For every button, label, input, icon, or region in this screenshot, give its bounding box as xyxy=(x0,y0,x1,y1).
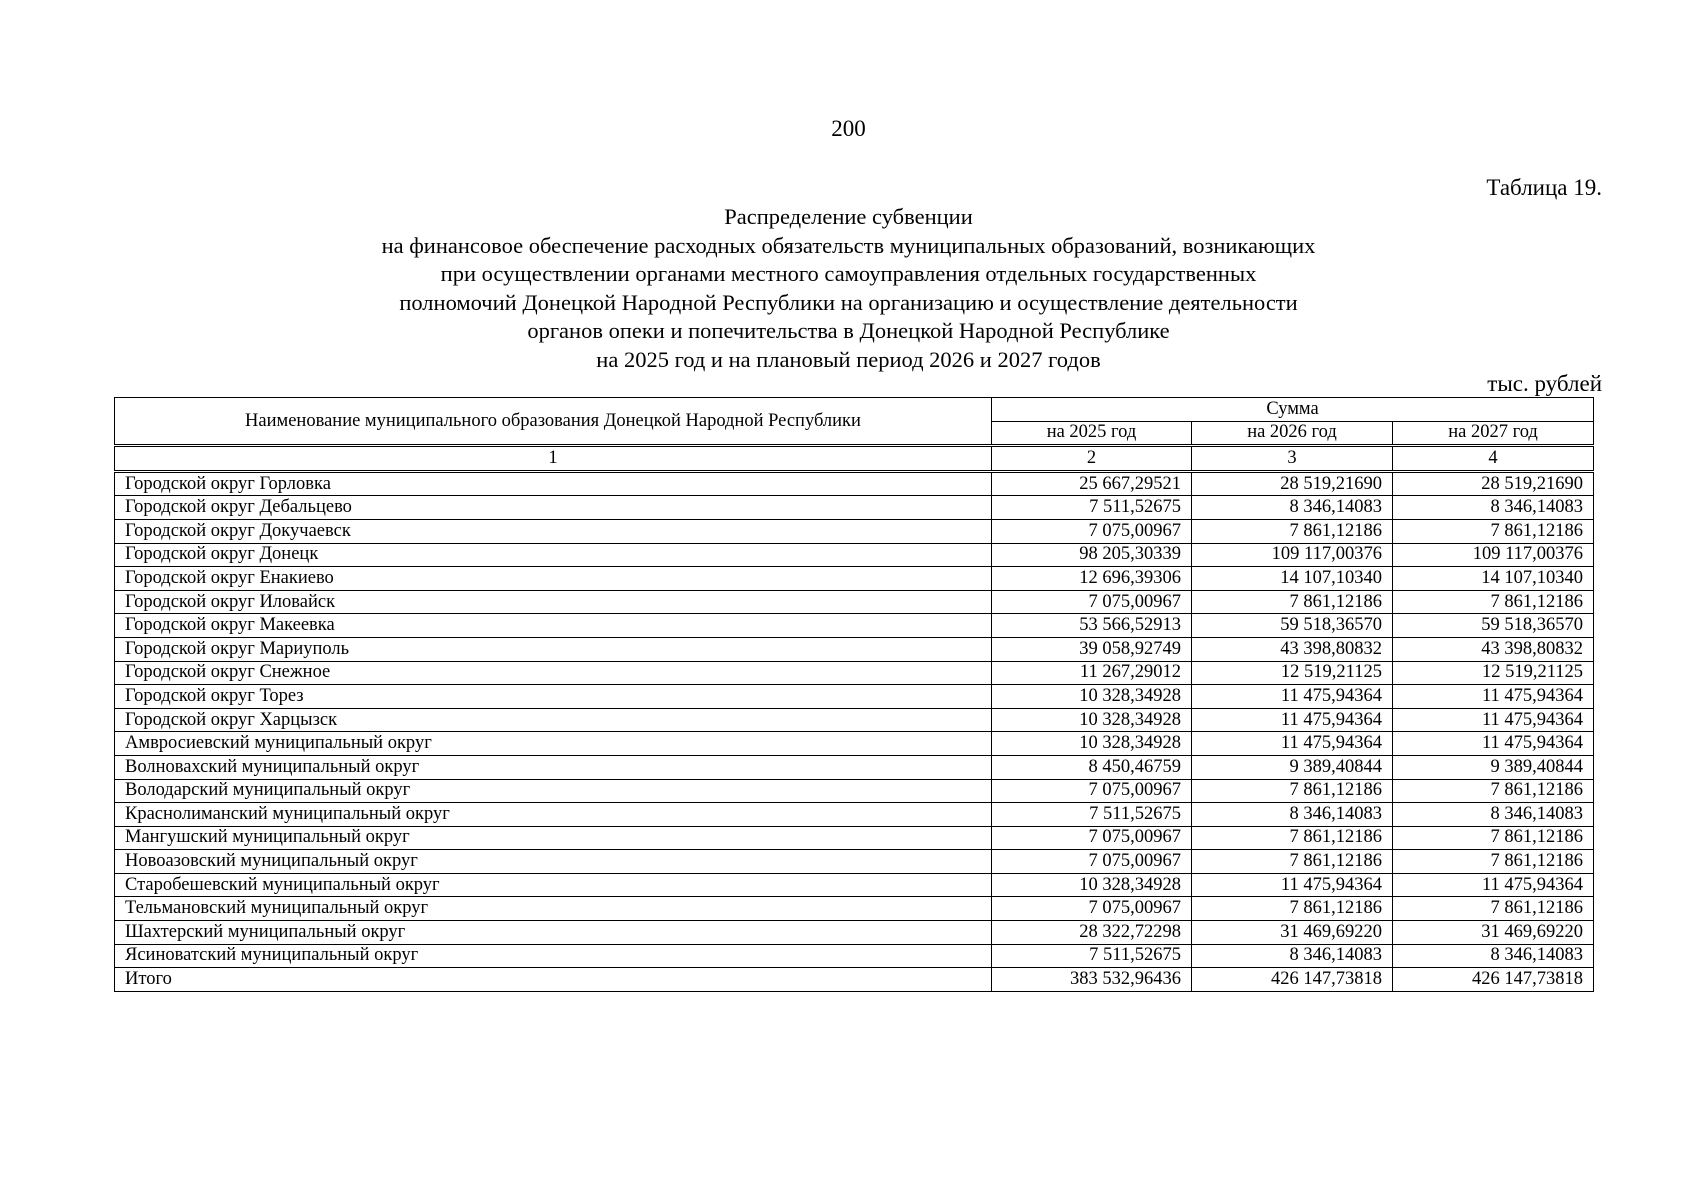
amount-2025: 7 075,00967 xyxy=(992,590,1192,614)
table-row xyxy=(115,614,1594,638)
table-row xyxy=(115,708,1594,732)
table-row xyxy=(115,661,1594,685)
table-row xyxy=(115,732,1594,756)
amount-2027: 7 861,12186 xyxy=(1393,826,1594,850)
total-row xyxy=(115,968,1594,992)
amount-2026: 59 518,36570 xyxy=(1192,614,1393,638)
amount-2026: 12 519,21125 xyxy=(1192,661,1393,685)
table-row xyxy=(115,471,1594,496)
municipality-name: Володарский муниципальный округ xyxy=(115,779,992,803)
sum-column-header: Сумма xyxy=(992,398,1594,422)
amount-2025: 8 450,46759 xyxy=(992,755,1192,779)
amount-2026: 7 861,12186 xyxy=(1192,897,1393,921)
amount-2025: 39 058,92749 xyxy=(992,637,1192,661)
amount-2026: 7 861,12186 xyxy=(1192,850,1393,874)
amount-2025: 98 205,30339 xyxy=(992,543,1192,567)
amount-2025: 7 075,00967 xyxy=(992,850,1192,874)
municipality-name: Городской округ Макеевка xyxy=(115,614,992,638)
column-number: 3 xyxy=(1192,446,1393,472)
table-row xyxy=(115,921,1594,945)
amount-2027: 426 147,73818 xyxy=(1393,968,1594,992)
municipality-name: Городской округ Дебальцево xyxy=(115,496,992,520)
title-line: Распределение субвенции xyxy=(724,204,973,229)
amount-2025: 7 511,52675 xyxy=(992,496,1192,520)
header-row xyxy=(115,398,1594,422)
table-row xyxy=(115,779,1594,803)
table-row xyxy=(115,850,1594,874)
amount-2026: 8 346,14083 xyxy=(1192,496,1393,520)
amount-2026: 28 519,21690 xyxy=(1192,471,1393,496)
amount-2025: 28 322,72298 xyxy=(992,921,1192,945)
municipality-name: Итого xyxy=(115,968,992,992)
name-column-header: Наименование муниципального образования Донецкой Народной Республики xyxy=(115,398,992,446)
amount-2025: 25 667,29521 xyxy=(992,471,1192,496)
municipality-name: Городской округ Торез xyxy=(115,685,992,709)
amount-2026: 109 117,00376 xyxy=(1192,543,1393,567)
table-row xyxy=(115,590,1594,614)
title-line: полномочий Донецкой Народной Республики на организацию и осуществление деятельности xyxy=(399,289,1298,315)
amount-2025: 12 696,39306 xyxy=(992,567,1192,591)
title-line: на 2025 год и на плановый период 2026 и 2027 годов xyxy=(596,346,1101,372)
amount-2026: 11 475,94364 xyxy=(1192,732,1393,756)
table-row xyxy=(115,944,1594,968)
amount-2025: 53 566,52913 xyxy=(992,614,1192,638)
municipality-name: Городской округ Донецк xyxy=(115,543,992,567)
table-row xyxy=(115,755,1594,779)
amount-2027: 7 861,12186 xyxy=(1393,519,1594,543)
municipality-name: Старобешевский муниципальный округ xyxy=(115,873,992,897)
table-row xyxy=(115,567,1594,591)
amount-2026: 7 861,12186 xyxy=(1192,826,1393,850)
amount-2027: 8 346,14083 xyxy=(1393,944,1594,968)
amount-2025: 7 075,00967 xyxy=(992,897,1192,921)
amount-2025: 10 328,34928 xyxy=(992,685,1192,709)
amount-2026: 7 861,12186 xyxy=(1192,519,1393,543)
amount-2027: 7 861,12186 xyxy=(1393,850,1594,874)
amount-2025: 7 075,00967 xyxy=(992,519,1192,543)
amount-2027: 12 519,21125 xyxy=(1393,661,1594,685)
municipality-name: Городской округ Енакиево xyxy=(115,567,992,591)
amount-2027: 59 518,36570 xyxy=(1393,614,1594,638)
amount-2026: 426 147,73818 xyxy=(1192,968,1393,992)
amount-2027: 11 475,94364 xyxy=(1393,732,1594,756)
municipality-name: Городской округ Докучаевск xyxy=(115,519,992,543)
title-line: на финансовое обеспечение расходных обязательств муниципальных образований, возникающих xyxy=(381,232,1316,258)
table-row xyxy=(115,826,1594,850)
municipality-name: Городской округ Харцызск xyxy=(115,708,992,732)
title-line: органов опеки и попечительства в Донецкой Народной Республике xyxy=(527,318,1170,344)
amount-2026: 11 475,94364 xyxy=(1192,873,1393,897)
table-title xyxy=(0,203,1697,375)
subvention-table xyxy=(114,397,1594,992)
amount-2026: 43 398,80832 xyxy=(1192,637,1393,661)
municipality-name: Ясиноватский муниципальный округ xyxy=(115,944,992,968)
amount-2026: 8 346,14083 xyxy=(1192,944,1393,968)
table-row xyxy=(115,873,1594,897)
amount-2025: 10 328,34928 xyxy=(992,732,1192,756)
column-number: 1 xyxy=(115,446,992,472)
table-row xyxy=(115,496,1594,520)
amount-2025: 10 328,34928 xyxy=(992,708,1192,732)
table-row xyxy=(115,897,1594,921)
amount-2027: 8 346,14083 xyxy=(1393,496,1594,520)
amount-2027: 28 519,21690 xyxy=(1393,471,1594,496)
column-number: 4 xyxy=(1393,446,1594,472)
table-row xyxy=(115,543,1594,567)
amount-2027: 9 389,40844 xyxy=(1393,755,1594,779)
amount-2027: 11 475,94364 xyxy=(1393,873,1594,897)
table-row xyxy=(115,637,1594,661)
municipality-name: Шахтерский муниципальный округ xyxy=(115,921,992,945)
amount-2027: 14 107,10340 xyxy=(1393,567,1594,591)
units-label: тыс. рублей xyxy=(1487,371,1602,396)
municipality-name: Городской округ Снежное xyxy=(115,661,992,685)
amount-2027: 7 861,12186 xyxy=(1393,590,1594,614)
amount-2026: 7 861,12186 xyxy=(1192,590,1393,614)
year-header-2027: на 2027 год xyxy=(1393,421,1594,446)
municipality-name: Мангушский муниципальный округ xyxy=(115,826,992,850)
amount-2025: 7 511,52675 xyxy=(992,944,1192,968)
title-line: при осуществлении органами местного самоуправления отдельных государственных xyxy=(440,261,1257,287)
table-row xyxy=(115,803,1594,827)
amount-2026: 11 475,94364 xyxy=(1192,708,1393,732)
amount-2025: 7 511,52675 xyxy=(992,803,1192,827)
amount-2027: 109 117,00376 xyxy=(1393,543,1594,567)
table-label: Таблица 19. xyxy=(1486,175,1602,200)
amount-2026: 31 469,69220 xyxy=(1192,921,1393,945)
amount-2027: 43 398,80832 xyxy=(1393,637,1594,661)
year-header-2025: на 2025 год xyxy=(992,421,1192,446)
amount-2025: 7 075,00967 xyxy=(992,779,1192,803)
column-number: 2 xyxy=(992,446,1192,472)
amount-2027: 11 475,94364 xyxy=(1393,685,1594,709)
municipality-name: Новоазовский муниципальный округ xyxy=(115,850,992,874)
amount-2025: 10 328,34928 xyxy=(992,873,1192,897)
amount-2026: 8 346,14083 xyxy=(1192,803,1393,827)
municipality-name: Амвросиевский муниципальный округ xyxy=(115,732,992,756)
amount-2025: 11 267,29012 xyxy=(992,661,1192,685)
amount-2026: 14 107,10340 xyxy=(1192,567,1393,591)
table-row xyxy=(115,519,1594,543)
amount-2027: 8 346,14083 xyxy=(1393,803,1594,827)
amount-2025: 383 532,96436 xyxy=(992,968,1192,992)
amount-2026: 7 861,12186 xyxy=(1192,779,1393,803)
amount-2027: 11 475,94364 xyxy=(1393,708,1594,732)
amount-2026: 9 389,40844 xyxy=(1192,755,1393,779)
column-number-row xyxy=(115,446,1594,472)
amount-2025: 7 075,00967 xyxy=(992,826,1192,850)
year-header-2026: на 2026 год xyxy=(1192,421,1393,446)
page-number: 200 xyxy=(831,116,866,141)
municipality-name: Городской округ Иловайск xyxy=(115,590,992,614)
amount-2027: 7 861,12186 xyxy=(1393,779,1594,803)
municipality-name: Тельмановский муниципальный округ xyxy=(115,897,992,921)
municipality-name: Городской округ Горловка xyxy=(115,471,992,496)
municipality-name: Городской округ Мариуполь xyxy=(115,637,992,661)
amount-2026: 11 475,94364 xyxy=(1192,685,1393,709)
municipality-name: Краснолиманский муниципальный округ xyxy=(115,803,992,827)
amount-2027: 31 469,69220 xyxy=(1393,921,1594,945)
table-row xyxy=(115,685,1594,709)
amount-2027: 7 861,12186 xyxy=(1393,897,1594,921)
municipality-name: Волновахский муниципальный округ xyxy=(115,755,992,779)
